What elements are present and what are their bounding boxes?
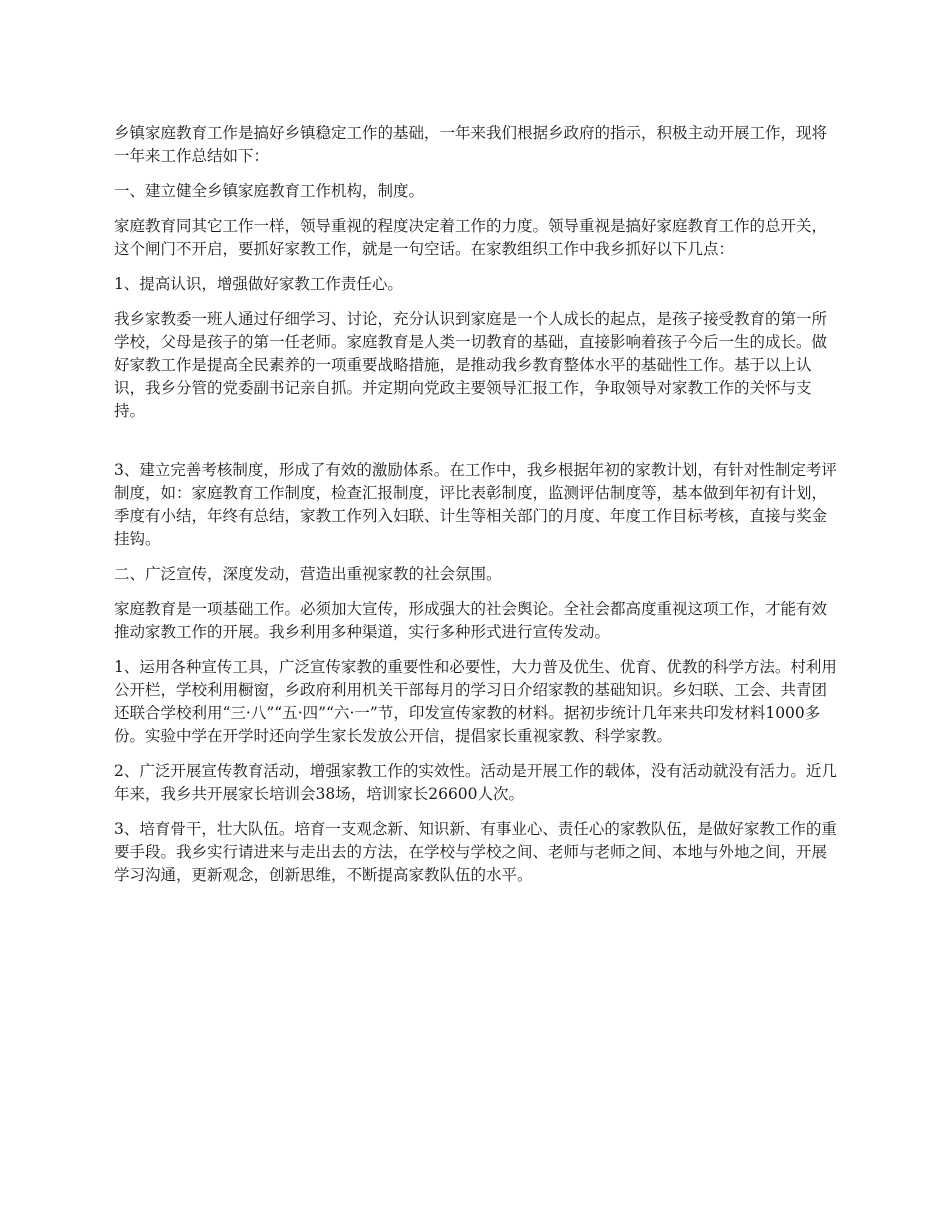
paragraph-team: 3、培育骨干，壮大队伍。培育一支观念新、知识新、有事业心、责任心的家教队伍，是做好家教工作的重要手段。我乡实行请进来与走出去的方法，在学校与学校之间、老师与老师之间、本地与外地之间，开展学习沟通，更新观念，创新思维，不断提高家教队伍的水平。 [114,820,837,884]
document-body [114,122,840,899]
paragraph-publicity: 家庭教育是一项基础工作。必须加大宣传，形成强大的社会舆论。全社会都高度重视这项工作，才能有效推动家教工作的开展。我乡利用多种渠道，实行多种形式进行宣传发动。 [114,600,828,641]
intro-paragraph: 乡镇家庭教育工作是搞好乡镇稳定工作的基础，一年来我们根据乡政府的指示，积极主动开展工作，现将一年来工作总结如下： [114,124,828,165]
paragraph-tools: 1、运用各种宣传工具，广泛宣传家教的重要性和必要性，大力普及优生、优育、优教的科学方法。村利用公开栏，学校利用橱窗，乡政府利用机关干部每月的学习日介绍家教的基础知识。乡妇联、工会、共青团还联合学校利用“三·八”“五·四”“六·一”节，印发宣传家教的材料。据初步统计几年来共印发材料1000多份。实验中学在开学时还向学生家长发放公开信，提倡家长重视家教、科学家教。 [114,658,837,745]
subheading-awareness: 1、提高认识，增强做好家教工作责任心。 [114,275,403,293]
blank-gap [114,435,840,459]
paragraph-activities: 2、广泛开展宣传教育活动，增强家教工作的实效性。活动是开展工作的载体，没有活动就没有活力。近几年来，我乡共开展家长培训会38场，培训家长26600人次。 [114,762,837,803]
paragraph-awareness: 我乡家教委一班人通过仔细学习、讨论，充分认识到家庭是一个人成长的起点，是孩子接受教育的第一所学校，父母是孩子的第一任老师。家庭教育是人类一切教育的基础，直接影响着孩子今后一生的成长。做好家教工作是提高全民素养的一项重要战略措施，是推动我乡教育整体水平的基础性工作。基于以上认识，我乡分管的党委副书记亲自抓。并定期向党政主要领导汇报工作，争取领导对家教工作的关怀与支持。 [114,310,828,420]
section-heading-1: 一、建立健全乡镇家庭教育工作机构，制度。 [114,182,425,200]
paragraph-leadership: 家庭教育同其它工作一样，领导重视的程度决定着工作的力度。领导重视是搞好家庭教育工作的总开关，这个闸门不开启，要抓好家教工作，就是一句空话。在家教组织工作中我乡抓好以下几点： [114,217,828,258]
paragraph-assessment: 3、建立完善考核制度，形成了有效的激励体系。在工作中，我乡根据年初的家教计划，有针对性制定考评制度，如：家庭教育工作制度，检查汇报制度，评比表彰制度，监测评估制度等，基本做到年初有计划，季度有小结，年终有总结，家教工作列入妇联、计生等相关部门的月度、年度工作目标考核，直接与奖金挂钩。 [114,461,837,548]
section-heading-2: 二、广泛宣传，深度发动，营造出重视家教的社会氛围。 [114,565,502,583]
